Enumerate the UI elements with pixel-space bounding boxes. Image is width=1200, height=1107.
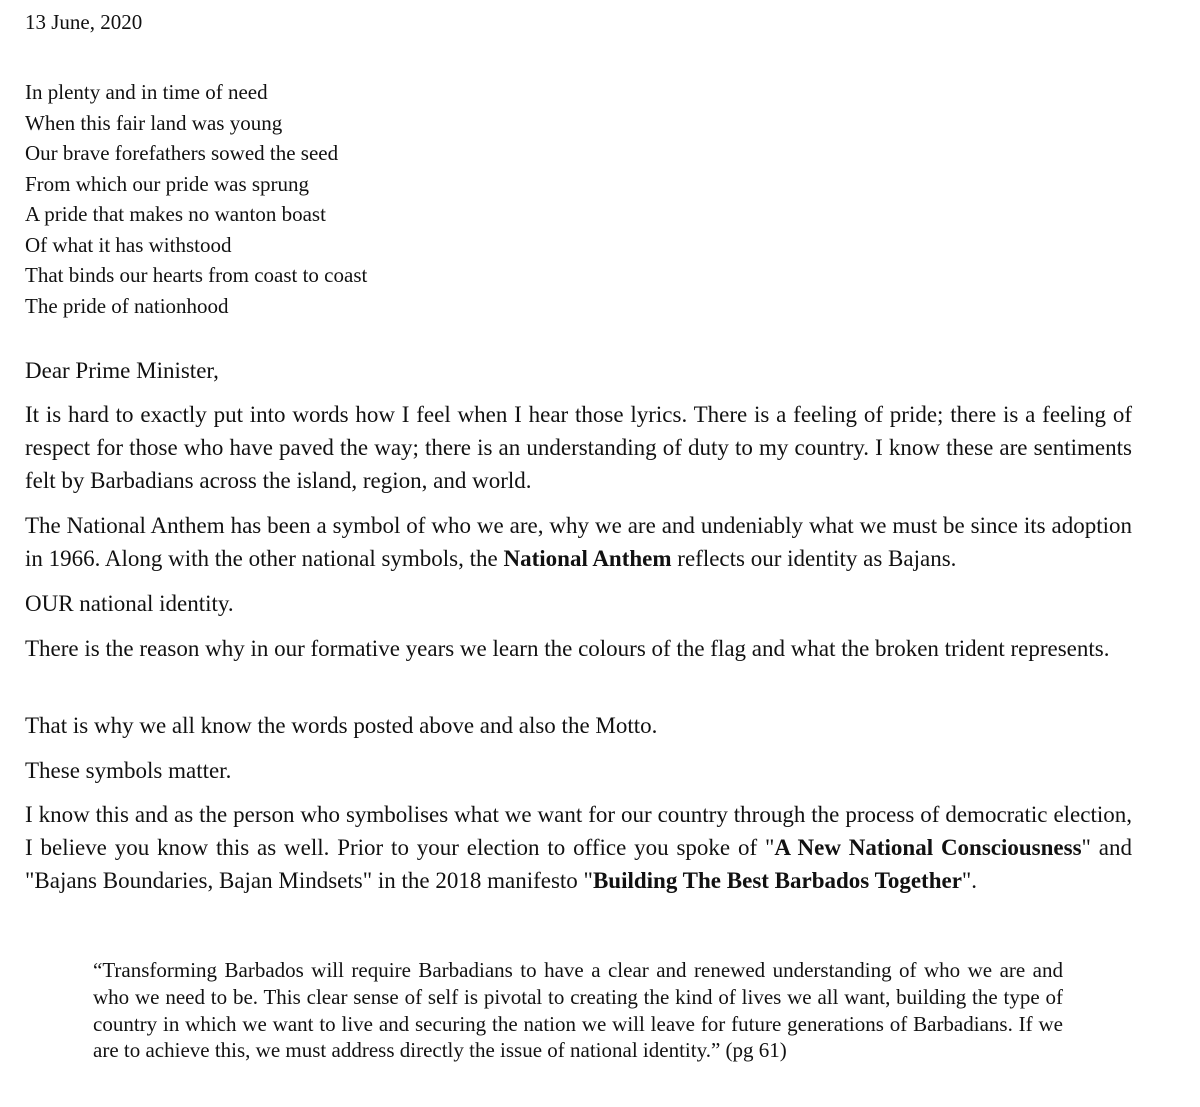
- verse-line: When this fair land was young: [25, 110, 283, 135]
- verse-line: A pride that makes no wanton boast: [25, 202, 326, 226]
- verse-line: Of what it has withstood: [25, 232, 232, 257]
- verse-line: Our brave forefathers sowed the seed: [25, 141, 339, 165]
- letter-date: 13 June, 2020: [25, 10, 143, 34]
- paragraph-national-identity: OUR national identity.: [25, 591, 234, 616]
- paragraph-anthem-symbol: [25, 509, 1132, 575]
- verse-line: In plenty and in time of need: [25, 80, 268, 104]
- bold-phrase: A New National Consciousness: [774, 835, 1082, 860]
- paragraph-text: " and "Bajans Boundaries, Bajan Mindsets" in the 2018 manifesto ": [25, 835, 1132, 893]
- paragraph-symbols-matter: These symbols matter.: [25, 758, 232, 783]
- bold-phrase: Building The Best Barbados Together: [592, 868, 962, 893]
- paragraph-flag-colours: There is the reason why in our formative years we learn the colours of the flag and what the broken trident represents.: [25, 636, 1110, 661]
- paragraph-text: I know this and as the person who symbolises what we want for our country through the process of democratic election, I believe you know this as well. Prior to your election to office you spoke of ": [25, 802, 1132, 860]
- paragraph-text: ".: [961, 868, 978, 893]
- salutation: Dear Prime Minister,: [25, 358, 219, 383]
- bold-phrase: National Anthem: [503, 546, 672, 571]
- paragraph-motto: That is why we all know the words posted above and also the Motto.: [25, 713, 658, 738]
- paragraph-manifesto: [25, 798, 1132, 897]
- verse-line: That binds our hearts from coast to coast: [25, 263, 368, 287]
- paragraph-text: The National Anthem has been a symbol of who we are, why we are and undeniably what we must be since its adoption in 1966. Along with the other national symbols, the: [25, 513, 1132, 571]
- paragraph-text: reflects our identity as Bajans.: [671, 546, 957, 571]
- manifesto-quote: “Transforming Barbados will require Barbadians to have a clear and renewed understanding of who we are and who we need to be. This clear sense of self is pivotal to creating the kind of lives we all want, building the type of country in which we want to live and securing the nation we will leave for future generations of Barbadians. If we are to achieve this, we must address directly the issue of national identity.” (pg 61): [93, 958, 1063, 1063]
- verse-line: From which our pride was sprung: [25, 171, 310, 196]
- anthem-verse: [25, 77, 367, 321]
- verse-line: The pride of nationhood: [25, 293, 229, 318]
- paragraph-lyrics-feeling: It is hard to exactly put into words how I feel when I hear those lyrics. There is a feeling of pride; there is a feeling of respect for those who have paved the way; there is an understanding of duty to my country. I know these are sentiments felt by Barbadians across the island, region, and world.: [25, 402, 1132, 493]
